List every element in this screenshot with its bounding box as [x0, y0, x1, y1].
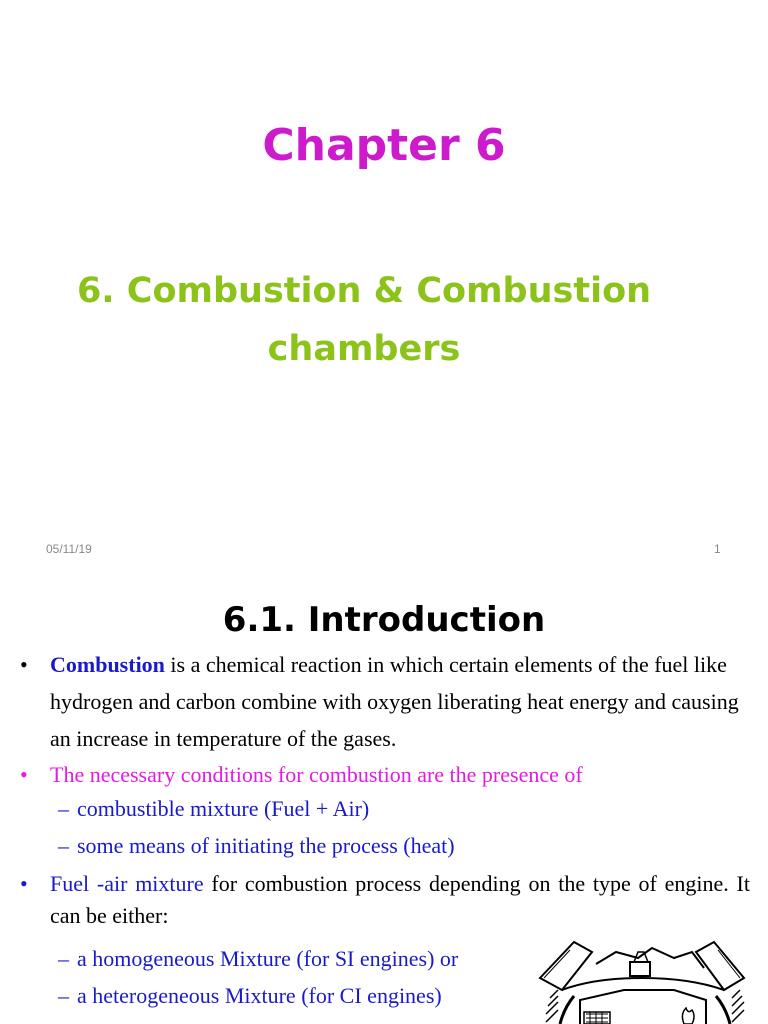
sub-bullet-marker: –	[58, 796, 69, 821]
definition-text: is a chemical reaction in which certain elements of the fuel like hydrogen and carbon combine with oxygen liberating heat energy and causing an increase in temperature of the gases.	[50, 652, 739, 751]
subtitle-line-2: chambers	[267, 329, 461, 369]
bullet-marker: •	[20, 652, 28, 677]
sub-bullet-homogeneous	[58, 940, 458, 977]
bullet-fuel-air-mixture	[20, 868, 750, 932]
page-number: 1	[714, 542, 721, 556]
sub-bullet-marker: –	[58, 946, 69, 971]
bullet-text	[20, 868, 750, 932]
footer-date: 05/11/19	[46, 542, 92, 556]
bullet-text	[20, 646, 750, 757]
bullet-combustion-definition	[20, 646, 750, 757]
combustion-chamber-diagram	[534, 938, 750, 1024]
sub-bullet-marker: –	[58, 983, 69, 1008]
sub-bullet-marker: –	[58, 833, 69, 858]
term-combustion: Combustion	[50, 652, 165, 677]
sub-bullet-initiating-process	[58, 827, 455, 864]
subtitle-line-1: 6. Combustion & Combustion	[76, 271, 652, 311]
slide-title: 6.1. Introduction	[222, 600, 546, 640]
term-fuel-air-mixture: Fuel -air mixture	[50, 871, 204, 896]
fuel-air-text: for combustion process depending on the type of engine. It can be either:	[50, 871, 750, 928]
sub-bullet-text: combustible mixture (Fuel + Air)	[77, 796, 370, 821]
sub-bullet-text: a homogeneous Mixture (for SI engines) or	[77, 946, 459, 971]
chapter-title: Chapter 6	[262, 120, 506, 171]
bullet-text: The necessary conditions for combustion are the presence of	[50, 762, 583, 787]
sub-bullet-heterogeneous	[58, 977, 442, 1014]
bullet-necessary-conditions	[20, 756, 750, 793]
bullet-marker: •	[20, 762, 28, 787]
sub-bullet-text: some means of initiating the process (heat)	[77, 833, 455, 858]
sub-bullet-combustible-mixture	[58, 790, 369, 827]
sub-bullet-text: a heterogeneous Mixture (for CI engines)	[77, 983, 442, 1008]
bullet-marker: •	[20, 871, 28, 896]
introduction-slide	[0, 576, 768, 1024]
chapter-subtitle	[60, 262, 668, 378]
